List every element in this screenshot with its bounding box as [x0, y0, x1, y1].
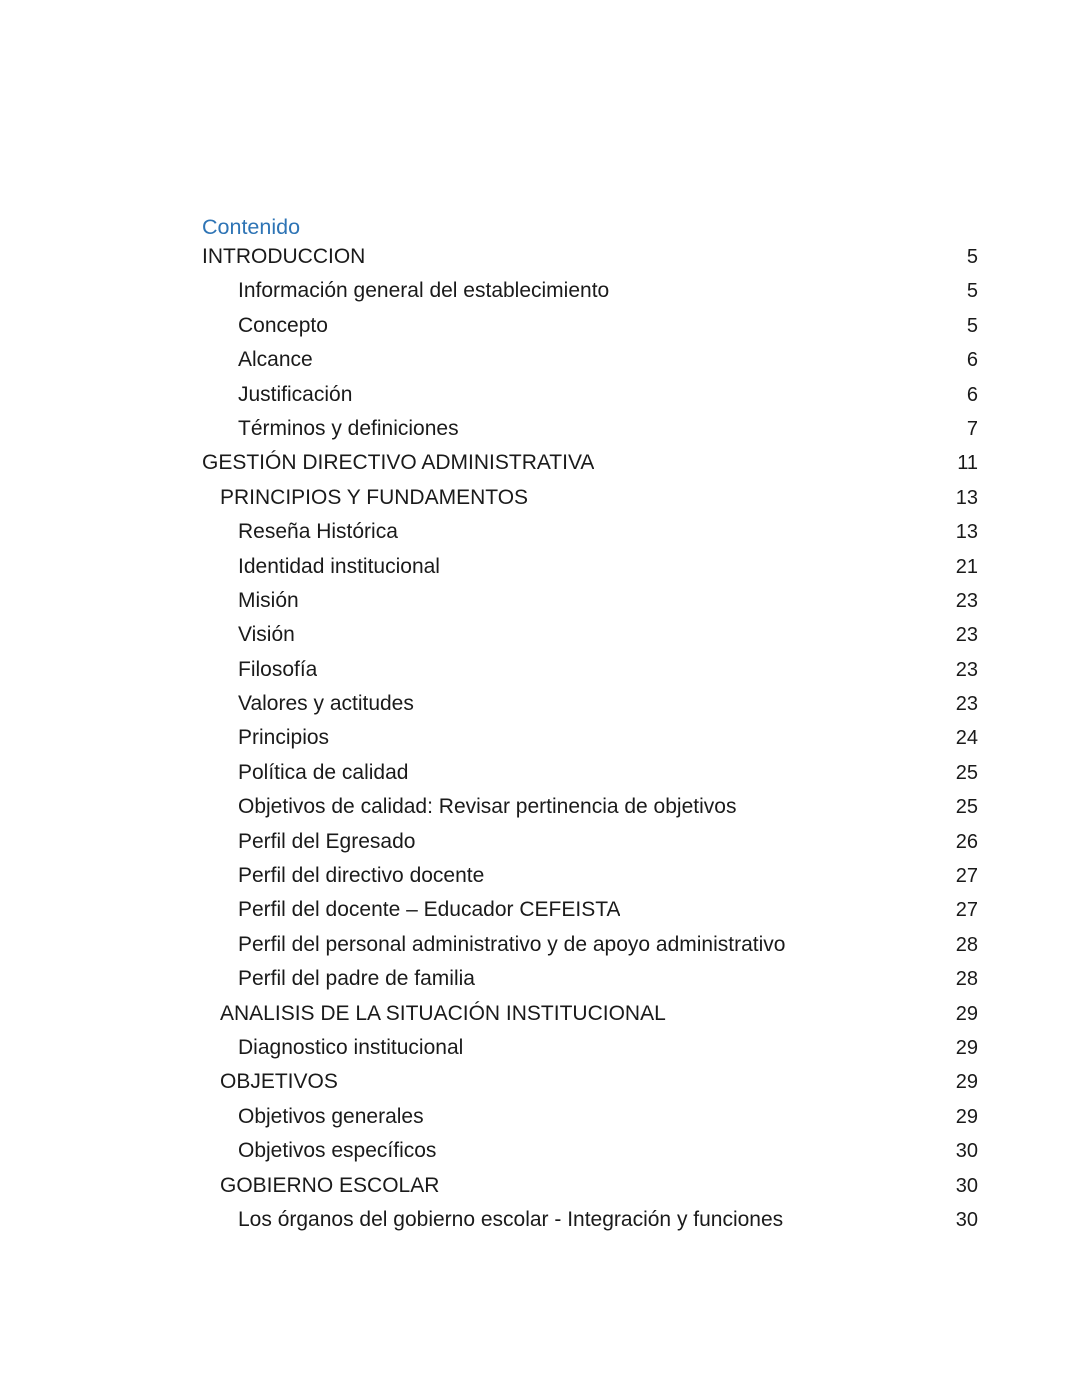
- toc-entry-label: GESTIÓN DIRECTIVO ADMINISTRATIVA: [202, 451, 595, 475]
- toc-entry-page: 21: [955, 555, 978, 578]
- toc-entry-page: 6: [966, 349, 978, 372]
- toc-entry-page: 5: [966, 246, 978, 268]
- toc-entry-page: 30: [955, 1140, 978, 1163]
- toc-entry-label: Términos y definiciones: [238, 416, 459, 440]
- toc-entry[interactable]: [202, 240, 978, 274]
- toc-entry[interactable]: [202, 481, 978, 515]
- toc-entry-label: Justificación: [238, 382, 353, 406]
- toc-entry[interactable]: [202, 790, 978, 824]
- toc-entry[interactable]: [202, 962, 978, 996]
- toc-entry[interactable]: [202, 928, 978, 962]
- toc-entry-label: OBJETIVOS: [220, 1070, 338, 1094]
- toc-entry-page: 28: [955, 968, 978, 991]
- toc-entry-label: Identidad institucional: [238, 554, 440, 578]
- toc-entry-label: Perfil del directivo docente: [238, 864, 485, 888]
- toc-entry-page: 29: [955, 1002, 978, 1025]
- toc-entry[interactable]: [202, 550, 978, 584]
- toc-entry[interactable]: [202, 618, 978, 652]
- toc-entry-label: Objetivos generales: [238, 1104, 424, 1128]
- toc-entry-page: 23: [955, 658, 978, 681]
- toc-entry[interactable]: [202, 343, 978, 377]
- table-of-contents: [202, 214, 978, 1237]
- toc-entry[interactable]: [202, 893, 978, 927]
- toc-entry-label: Principios: [238, 726, 330, 750]
- toc-entry-page: 23: [955, 693, 978, 716]
- toc-entry-page: 29: [955, 1071, 978, 1094]
- toc-entry-page: 5: [966, 280, 978, 303]
- toc-entry-label: Política de calidad: [238, 760, 409, 784]
- toc-entry-page: 23: [955, 589, 978, 612]
- toc-entry[interactable]: [202, 515, 978, 549]
- toc-entry-label: Filosofía: [238, 657, 318, 681]
- toc-entry-page: 30: [955, 1208, 978, 1231]
- toc-entry-label: Perfil del docente – Educador CEFEISTA: [238, 898, 621, 922]
- toc-entry-page: 5: [966, 314, 978, 337]
- toc-entry[interactable]: [202, 446, 978, 480]
- toc-entry-page: 13: [955, 521, 978, 544]
- toc-title: Contenido: [202, 215, 301, 239]
- toc-entry-label: Valores y actitudes: [238, 692, 414, 716]
- toc-entry[interactable]: [202, 756, 978, 790]
- toc-entry[interactable]: [202, 997, 978, 1031]
- toc-entry-page: 25: [955, 761, 978, 784]
- toc-entry-page: 29: [955, 1036, 978, 1059]
- toc-entry-page: 25: [955, 796, 978, 819]
- toc-entry-label: Concepto: [238, 313, 328, 337]
- toc-entry-page: 29: [955, 1105, 978, 1128]
- toc-entry-label: Perfil del padre de familia: [238, 967, 475, 991]
- toc-entry-label: ANALISIS DE LA SITUACIÓN INSTITUCIONAL: [220, 1001, 666, 1025]
- toc-entry-label: Perfil del Egresado: [238, 829, 416, 853]
- toc-entry-page: 7: [966, 417, 978, 440]
- toc-entry-label: Visión: [238, 623, 295, 647]
- toc-entry-label: Objetivos de calidad: Revisar pertinencia de objetivos: [238, 795, 737, 819]
- toc-entry[interactable]: [202, 378, 978, 412]
- toc-entry[interactable]: [202, 309, 978, 343]
- toc-entry-page: 27: [955, 865, 978, 888]
- toc-entry[interactable]: [202, 687, 978, 721]
- toc-entry-page: 28: [955, 933, 978, 956]
- toc-entry-label: Misión: [238, 588, 299, 612]
- toc-entry[interactable]: [202, 1065, 978, 1099]
- toc-entry[interactable]: [202, 1100, 978, 1134]
- toc-list: [202, 240, 978, 1237]
- toc-entry-page: 27: [955, 899, 978, 922]
- toc-entry[interactable]: [202, 721, 978, 755]
- toc-entry-label: Información general del establecimiento: [238, 279, 610, 303]
- toc-entry-label: Los órganos del gobierno escolar - Integración y funciones: [238, 1207, 784, 1231]
- toc-entry-label: Objetivos específicos: [238, 1139, 437, 1163]
- toc-entry[interactable]: [202, 859, 978, 893]
- toc-entry[interactable]: [202, 584, 978, 618]
- toc-entry-page: 6: [966, 383, 978, 406]
- toc-entry-label: Diagnostico institucional: [238, 1035, 464, 1059]
- toc-entry-label: GOBIERNO ESCOLAR: [220, 1173, 440, 1197]
- toc-entry[interactable]: [202, 825, 978, 859]
- toc-entry-page: 11: [957, 452, 978, 475]
- toc-entry[interactable]: [202, 653, 978, 687]
- toc-entry-label: INTRODUCCION: [202, 245, 366, 268]
- toc-entry-label: Reseña Histórica: [238, 520, 398, 544]
- toc-entry-page: 26: [955, 830, 978, 853]
- toc-entry[interactable]: [202, 1203, 978, 1237]
- toc-entry-label: PRINCIPIOS Y FUNDAMENTOS: [220, 485, 529, 509]
- toc-entry[interactable]: [202, 1031, 978, 1065]
- toc-entry-page: 23: [955, 624, 978, 647]
- toc-entry-page: 13: [955, 486, 978, 509]
- toc-entry[interactable]: [202, 274, 978, 308]
- toc-entry[interactable]: [202, 1134, 978, 1168]
- toc-entry[interactable]: [202, 1169, 978, 1203]
- toc-entry-label: Alcance: [238, 348, 313, 372]
- toc-entry-label: Perfil del personal administrativo y de apoyo administrativo: [238, 932, 786, 956]
- toc-entry-page: 30: [955, 1174, 978, 1197]
- toc-entry-page: 24: [955, 727, 978, 750]
- toc-entry[interactable]: [202, 412, 978, 446]
